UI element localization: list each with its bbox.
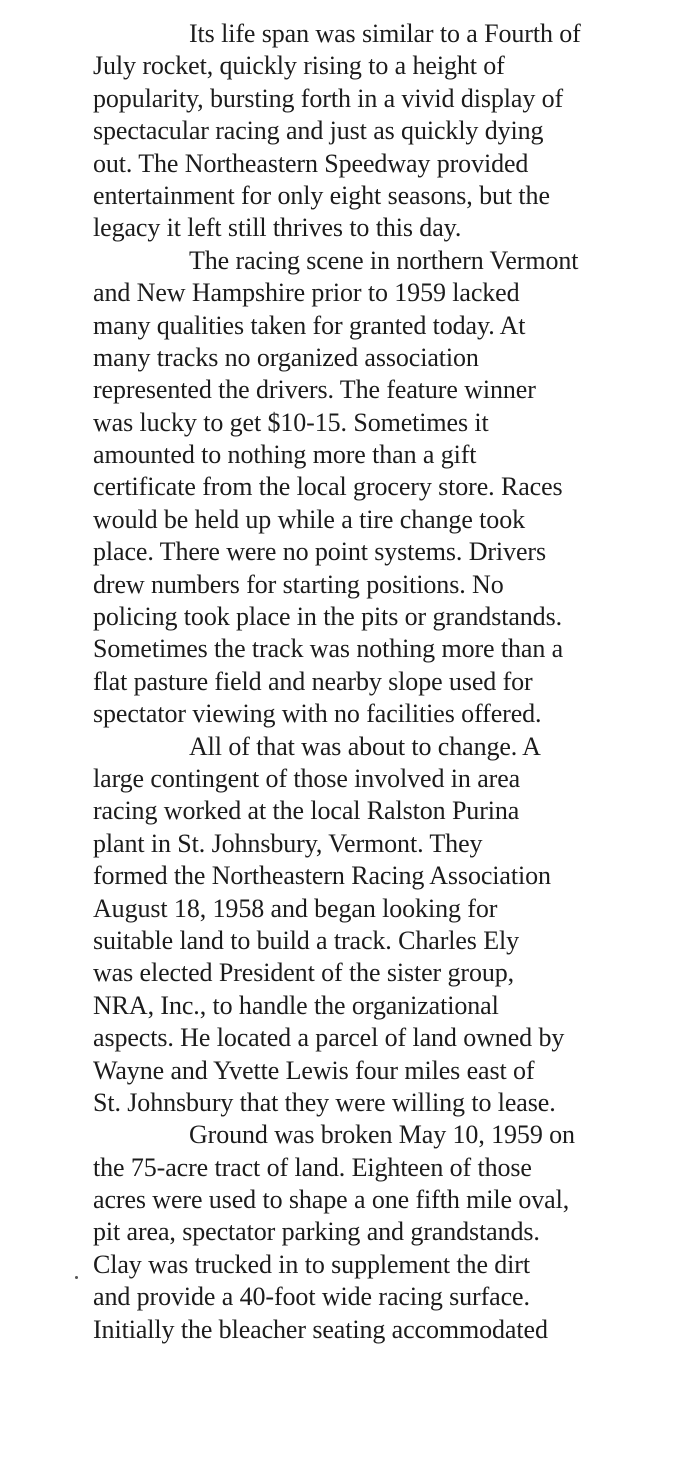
text-line: suitable land to build a track. Charles Ely <box>93 925 520 955</box>
text-line: represented the drivers. The feature winner <box>93 375 536 405</box>
text-line: place. There were no point systems. Drivers <box>93 537 546 567</box>
text-line: Sometimes the track was nothing more than a <box>93 634 564 664</box>
text-line: St. Johnsbury that they were willing to lease. <box>93 1087 556 1117</box>
text-line: Ground was broken May 10, 1959 on <box>189 1120 575 1150</box>
text-line: certificate from the local grocery store. Races <box>93 472 563 502</box>
scan-speck <box>75 1276 78 1279</box>
text-line: Clay was trucked in to supplement the dirt <box>93 1249 530 1279</box>
paragraph-4 <box>93 1119 683 1346</box>
text-line: would be held up while a tire change took <box>93 504 525 534</box>
text-line: racing worked at the local Ralston Purina <box>93 796 520 826</box>
text-line: July rocket, quickly rising to a height of <box>93 51 505 81</box>
text-line: spectacular racing and just as quickly dying <box>93 116 544 146</box>
text-line: aspects. He located a parcel of land owned by <box>93 1023 565 1053</box>
text-line: acres were used to shape a one fifth mile oval, <box>93 1185 570 1215</box>
text-line: Its life span was similar to a Fourth of <box>189 19 581 48</box>
text-line: pit area, spectator parking and grandstands. <box>93 1217 540 1247</box>
text-line: flat pasture field and nearby slope used for <box>93 666 533 696</box>
text-line: the 75-acre tract of land. Eighteen of those <box>93 1152 532 1182</box>
text-line: and New Hampshire prior to 1959 lacked <box>93 278 520 308</box>
text-line: out. The Northeastern Speedway provided <box>93 148 529 178</box>
paragraph-3 <box>93 731 683 1120</box>
text-line: Wayne and Yvette Lewis four miles east of <box>93 1055 535 1085</box>
text-line: August 18, 1958 and began looking for <box>93 893 498 923</box>
text-line: amounted to nothing more than a gift <box>93 440 477 470</box>
text-line: The racing scene in northern Vermont <box>189 245 579 275</box>
text-line: formed the Northeastern Racing Association <box>93 861 551 891</box>
text-line: NRA, Inc., to handle the organizational <box>93 990 499 1020</box>
text-line: All of that was about to change. A <box>189 731 541 761</box>
text-line: policing took place in the pits or grandstands. <box>93 602 562 632</box>
text-line: many tracks no organized association <box>93 342 479 372</box>
article-body <box>93 18 683 1346</box>
text-line: many qualities taken for granted today. At <box>93 310 526 340</box>
text-line: spectator viewing with no facilities offered. <box>93 699 542 729</box>
paragraph-2 <box>93 245 683 731</box>
text-line: legacy it left still thrives to this day. <box>93 213 462 243</box>
text-line: popularity, bursting forth in a vivid display of <box>93 83 564 113</box>
text-line: entertainment for only eight seasons, but the <box>93 180 550 210</box>
text-line: was elected President of the sister group, <box>93 958 515 988</box>
text-line: and provide a 40-foot wide racing surface. <box>93 1282 530 1312</box>
text-line: Initially the bleacher seating accommodated <box>93 1314 548 1344</box>
text-line: was lucky to get $10-15. Sometimes it <box>93 407 489 437</box>
paragraph-1 <box>93 18 683 245</box>
text-line: drew numbers for starting positions. No <box>93 569 504 599</box>
text-line: plant in St. Johnsbury, Vermont. They <box>93 828 483 858</box>
text-line: large contingent of those involved in area <box>93 763 521 793</box>
